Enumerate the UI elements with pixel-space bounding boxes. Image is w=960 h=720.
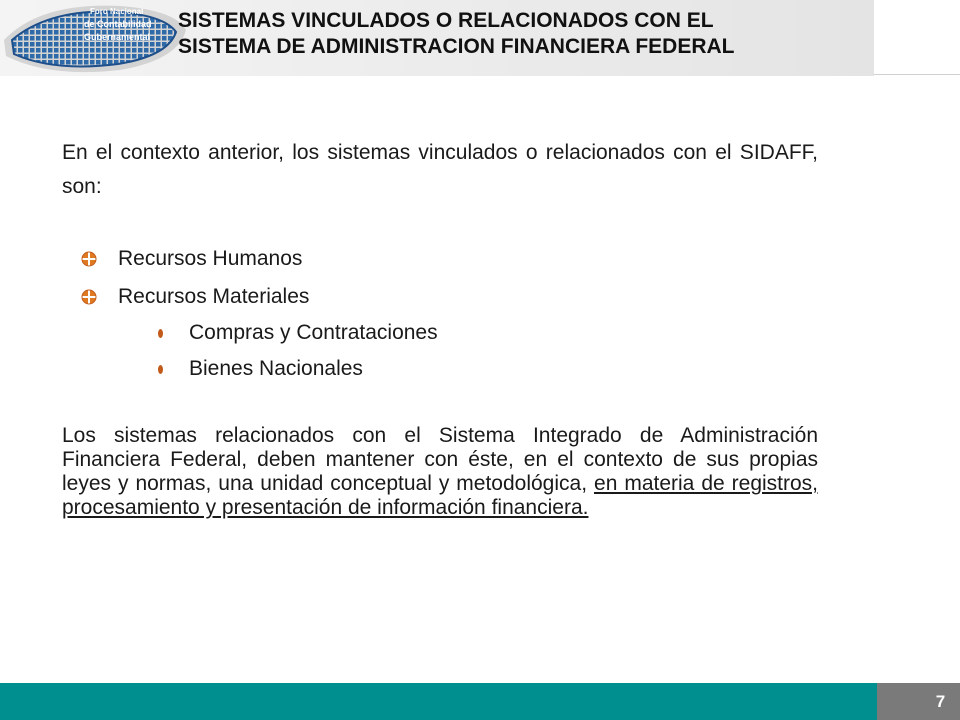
sub-bullet-label: Bienes Nacionales	[189, 357, 363, 380]
sub-bullet-dot-icon	[158, 365, 163, 374]
list-item	[80, 244, 302, 274]
bullet-label: Recursos Humanos	[118, 247, 303, 270]
sub-bullet-dot-icon	[158, 329, 163, 338]
page-number-label: 7	[935, 691, 946, 711]
paragraph-text: Los sistemas relacionados con el Sistema Integrado de Administración Financiera Federal, deben mantener con éste, en el contexto de sus propias leyes y normas, una unidad conceptual y metodológica,	[62, 424, 818, 495]
logo-foro-nacional	[0, 0, 190, 76]
sub-bullet-label: Compras y Contrataciones	[189, 321, 438, 344]
intro-text: En el contexto anterior, los sistemas vinculados o relacionados con el SIDAFF, son:	[62, 141, 818, 198]
logo-line1: Foro Nacional	[90, 7, 144, 16]
logo-line3: Gubernamental	[84, 32, 151, 42]
bullet-label: Recursos Materiales	[118, 285, 310, 308]
footer-band	[0, 683, 877, 720]
body-paragraph	[62, 424, 818, 520]
bullet-icon	[80, 244, 118, 274]
sub-list-item	[158, 354, 363, 384]
page-title	[178, 8, 878, 60]
bullet-icon	[80, 282, 118, 312]
sub-list-item	[158, 318, 438, 348]
list-item	[80, 282, 309, 312]
paragraph-underlined-text: en materia de registros, procesamiento y presentación de información financiera.	[62, 472, 819, 519]
title-line-1: SISTEMAS VINCULADOS O RELACIONADOS CON EL	[178, 9, 714, 32]
title-line-2: SISTEMA DE ADMINISTRACION FINANCIERA FEDERAL	[178, 35, 735, 58]
header-divider	[874, 74, 960, 75]
page-number	[877, 683, 960, 720]
logo-line2: de Contabilidad	[84, 19, 152, 29]
